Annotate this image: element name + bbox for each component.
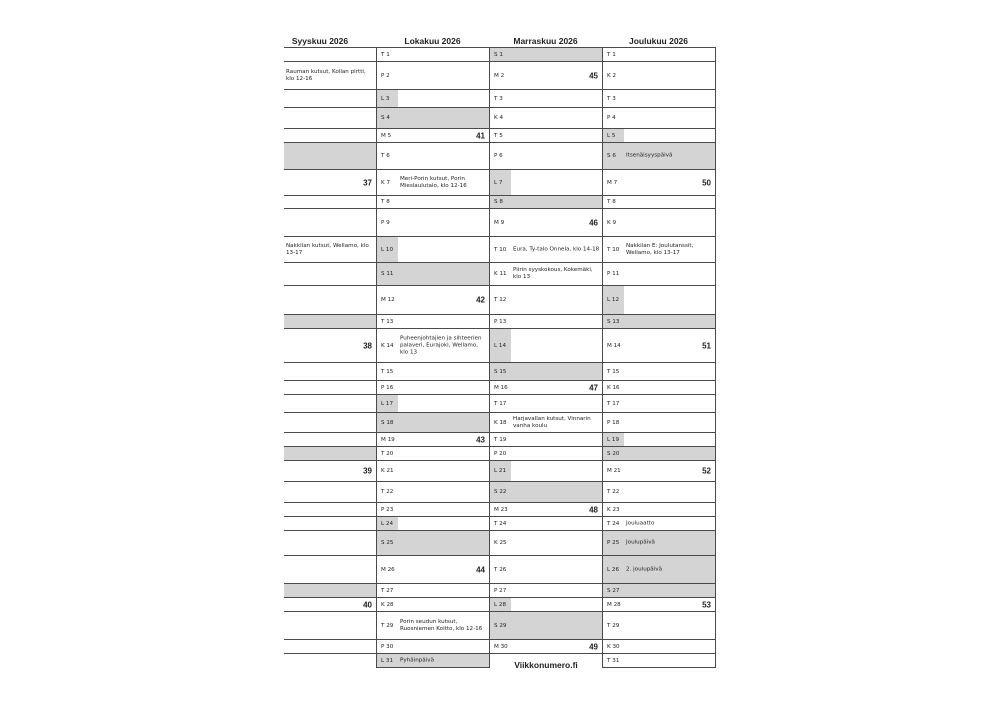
day-label: P 18: [607, 419, 620, 426]
day-label: P 9: [381, 219, 390, 226]
october-day-row: [376, 640, 490, 654]
day-label: T 22: [607, 489, 620, 495]
september-row: [284, 503, 376, 517]
september-row: [284, 286, 376, 315]
day-label: P 23: [381, 506, 394, 513]
day-label: P 11: [607, 271, 620, 277]
event-text: 2. joulupäivä: [626, 566, 663, 572]
week-number: 50: [702, 178, 711, 187]
day-label: L 24: [381, 520, 394, 527]
november-day-row: [489, 90, 603, 108]
september-row: [284, 482, 376, 503]
week-number: 46: [589, 218, 598, 227]
october-day-row: [376, 531, 490, 556]
november-day-row: [489, 584, 603, 598]
day-label: M 30: [494, 643, 508, 650]
event-text: Meri-Porin kutsut, Porin Mieslaulutalo, klo 12-16: [400, 175, 467, 189]
day-label: M 12: [381, 297, 395, 303]
december-day-row: [602, 584, 716, 598]
day-label: S 6: [607, 153, 616, 159]
september-row: [284, 363, 376, 381]
site-footer: Viikkonumero.fi: [514, 660, 578, 670]
day-label: K 18: [494, 419, 507, 426]
day-label: L 5: [607, 132, 616, 139]
header-october: Lokakuu 2026: [404, 36, 461, 46]
october-day-row: [376, 461, 490, 482]
day-label: S 1: [494, 51, 503, 58]
week-number: 43: [476, 435, 485, 444]
december-day-row: [602, 286, 716, 315]
day-label: T 17: [494, 400, 507, 407]
december-day-row: [602, 413, 716, 433]
december-day-row: [602, 612, 716, 640]
november-day-row: [489, 413, 603, 433]
september-row: [284, 108, 376, 129]
event-text: Eura, Ty-talo Onnela, klo 14-18: [513, 246, 600, 252]
event-text: Jouluaatto: [626, 520, 655, 526]
day-label: K 25: [494, 540, 507, 546]
day-label: K 2: [607, 72, 617, 79]
day-label: M 16: [494, 384, 508, 391]
october-day-row: [376, 381, 490, 395]
week-number: 44: [476, 565, 485, 574]
october-day-row: [376, 209, 490, 237]
november-day-row: [489, 108, 603, 129]
november-day-row: [489, 598, 603, 612]
day-label: T 8: [381, 199, 390, 205]
september-row: [284, 237, 376, 263]
day-label: M 23: [494, 506, 508, 513]
november-day-row: [489, 62, 603, 90]
november-day-row: [489, 482, 603, 503]
day-label: K 14: [381, 342, 394, 349]
header-november: Marraskuu 2026: [513, 36, 578, 46]
september-row: [284, 461, 376, 482]
november-day-row: [489, 531, 603, 556]
week-number: 52: [702, 466, 711, 476]
november-day-row: [489, 47, 603, 62]
event-text: Joulupäivä: [626, 539, 655, 546]
november-day-row: [489, 461, 603, 482]
day-label: L 21: [494, 468, 507, 474]
november-day-row: [489, 170, 603, 196]
october-day-row: [376, 413, 490, 433]
october-day-row: [376, 129, 490, 143]
october-day-row: [376, 654, 490, 668]
day-label: T 19: [494, 436, 507, 443]
december-day-row: [602, 433, 716, 447]
day-label: T 29: [381, 622, 394, 629]
day-label: M 26: [381, 566, 395, 573]
october-day-row: [376, 47, 490, 62]
day-label: S 11: [381, 271, 394, 277]
day-label: L 31: [381, 657, 394, 664]
day-label: T 24: [494, 520, 507, 527]
october-day-row: [376, 170, 490, 196]
day-label: M 5: [381, 132, 392, 139]
header-september: Syyskuu 2026: [291, 36, 349, 46]
september-row: [284, 90, 376, 108]
december-day-row: [602, 196, 716, 209]
december-day-row: [602, 263, 716, 286]
december-day-row: [602, 654, 716, 668]
day-label: K 11: [494, 271, 507, 277]
day-label: T 10: [607, 246, 620, 253]
december-day-row: [602, 598, 716, 612]
week-number: 42: [476, 295, 485, 305]
december-day-row: [602, 556, 716, 584]
day-label: P 13: [494, 318, 507, 325]
november-day-row: [489, 556, 603, 584]
day-label: T 24: [607, 520, 620, 527]
november-day-row: [489, 395, 603, 413]
day-label: T 17: [607, 400, 620, 407]
day-label: P 20: [494, 450, 507, 457]
december-day-row: [602, 47, 716, 62]
september-row: [284, 315, 376, 329]
september-row: [284, 556, 376, 584]
day-label: K 7: [381, 179, 391, 186]
day-label: M 7: [607, 179, 618, 186]
day-label: P 6: [494, 153, 503, 159]
september-row: [284, 263, 376, 286]
december-day-row: [602, 108, 716, 129]
november-day-row: [489, 363, 603, 381]
day-label: K 9: [607, 219, 617, 226]
day-label: M 9: [494, 219, 505, 226]
december-day-row: [602, 329, 716, 363]
november-day-row: [489, 381, 603, 395]
day-label: S 29: [494, 622, 507, 629]
october-day-row: [376, 503, 490, 517]
day-label: L 10: [381, 246, 394, 253]
day-label: L 28: [494, 601, 507, 608]
day-label: P 27: [494, 587, 507, 594]
day-label: P 4: [607, 115, 616, 121]
september-row: [284, 584, 376, 598]
day-label: P 30: [381, 643, 394, 650]
october-day-row: [376, 108, 490, 129]
day-label: K 28: [381, 601, 394, 608]
december-day-row: [602, 395, 716, 413]
october-day-row: [376, 395, 490, 413]
november-day-row: [489, 640, 603, 654]
week-number: 40: [363, 600, 372, 609]
december-day-row: [602, 62, 716, 90]
day-label: M 2: [494, 72, 505, 79]
day-label: T 3: [607, 95, 616, 102]
november-day-row: [489, 329, 603, 363]
december-day-row: [602, 531, 716, 556]
week-number: 48: [589, 505, 598, 514]
day-label: T 3: [494, 95, 503, 102]
week-number: 51: [702, 341, 711, 350]
october-day-row: [376, 329, 490, 363]
day-label: T 29: [607, 622, 620, 629]
day-label: L 12: [607, 297, 620, 303]
event-text: Itsenäisyyspäivä: [626, 152, 673, 159]
november-day-row: [489, 447, 603, 461]
september-column: [284, 47, 376, 654]
week-number: 39: [363, 466, 372, 476]
header-december: Joulukuu 2026: [628, 36, 689, 46]
october-column: [376, 47, 490, 668]
event-text: Nakkilan kutsut, Wellamo, klo 13-17: [286, 242, 369, 256]
september-row: [284, 209, 376, 237]
september-row: [284, 517, 376, 531]
november-day-row: [489, 517, 603, 531]
november-day-row: [489, 263, 603, 286]
september-row: [284, 170, 376, 196]
december-day-row: [602, 503, 716, 517]
day-label: S 25: [381, 540, 394, 546]
september-row: [284, 129, 376, 143]
day-label: K 23: [607, 506, 620, 513]
week-number: 47: [589, 383, 598, 392]
september-row: [284, 413, 376, 433]
event-text: Nakkilan E: Joulutanssit, Wellamo, klo 13-17: [626, 242, 694, 256]
week-number: 53: [702, 600, 711, 609]
october-day-row: [376, 482, 490, 503]
december-day-row: [602, 447, 716, 461]
day-label: T 1: [381, 51, 390, 58]
november-column: [489, 47, 603, 654]
october-day-row: [376, 584, 490, 598]
october-day-row: [376, 143, 490, 170]
october-day-row: [376, 598, 490, 612]
november-day-row: [489, 612, 603, 640]
week-number: 49: [589, 642, 598, 651]
day-label: L 19: [607, 436, 620, 443]
november-day-row: [489, 433, 603, 447]
day-label: S 22: [494, 489, 507, 495]
day-label: T 20: [381, 450, 394, 457]
day-label: T 12: [494, 297, 507, 303]
november-day-row: [489, 286, 603, 315]
september-row: [284, 47, 376, 62]
december-day-row: [602, 315, 716, 329]
october-day-row: [376, 315, 490, 329]
september-row: [284, 433, 376, 447]
december-day-row: [602, 209, 716, 237]
day-label: M 28: [607, 601, 621, 608]
december-day-row: [602, 381, 716, 395]
september-row: [284, 395, 376, 413]
day-label: K 21: [381, 468, 394, 474]
september-row: [284, 381, 376, 395]
day-label: S 27: [607, 587, 620, 594]
day-label: L 17: [381, 400, 394, 407]
day-label: L 14: [494, 342, 507, 349]
day-label: T 6: [381, 153, 390, 159]
day-label: S 4: [381, 115, 390, 121]
september-row: [284, 62, 376, 90]
december-day-row: [602, 461, 716, 482]
day-label: T 1: [607, 51, 616, 58]
october-day-row: [376, 612, 490, 640]
november-day-row: [489, 503, 603, 517]
event-text: Puheenjohtajien ja sihteerien palaveri, Eurajoki, Wellamo, klo 13: [400, 335, 482, 355]
day-label: K 16: [607, 384, 620, 391]
day-label: T 8: [607, 199, 616, 205]
day-label: T 13: [381, 318, 394, 325]
december-day-row: [602, 129, 716, 143]
day-label: T 15: [607, 368, 620, 375]
october-day-row: [376, 90, 490, 108]
event-text: Harjavallan kutsut, Vinnarin vanha koulu: [513, 415, 591, 429]
week-number: 45: [589, 71, 598, 80]
december-day-row: [602, 517, 716, 531]
week-number: 37: [363, 178, 372, 187]
day-label: T 10: [494, 246, 507, 253]
event-text: Pyhäinpäivä: [400, 657, 435, 663]
october-day-row: [376, 62, 490, 90]
december-day-row: [602, 143, 716, 170]
september-row: [284, 612, 376, 640]
december-column: [602, 47, 716, 668]
december-day-row: [602, 90, 716, 108]
november-day-row: [489, 209, 603, 237]
november-day-row: [489, 237, 603, 263]
day-label: L 3: [381, 95, 390, 102]
october-day-row: [376, 196, 490, 209]
september-row: [284, 143, 376, 170]
december-day-row: [602, 482, 716, 503]
day-label: T 15: [381, 368, 394, 375]
september-row: [284, 598, 376, 612]
week-number: 41: [476, 131, 485, 140]
day-label: T 26: [494, 566, 507, 573]
day-label: M 21: [607, 468, 621, 474]
day-label: P 25: [607, 540, 620, 546]
day-label: T 27: [381, 587, 394, 594]
september-row: [284, 447, 376, 461]
october-day-row: [376, 447, 490, 461]
day-label: L 7: [494, 179, 503, 186]
september-row: [284, 531, 376, 556]
november-day-row: [489, 315, 603, 329]
day-label: P 2: [381, 72, 390, 79]
day-label: P 16: [381, 384, 394, 391]
day-label: K 4: [494, 115, 504, 121]
day-label: S 8: [494, 199, 503, 205]
october-day-row: [376, 263, 490, 286]
october-day-row: [376, 433, 490, 447]
october-day-row: [376, 286, 490, 315]
october-day-row: [376, 237, 490, 263]
december-day-row: [602, 170, 716, 196]
week-number: 38: [363, 341, 372, 350]
november-day-row: [489, 196, 603, 209]
day-label: L 26: [607, 566, 620, 573]
december-day-row: [602, 363, 716, 381]
day-label: T 5: [494, 132, 503, 139]
december-day-row: [602, 640, 716, 654]
event-text: Porin seudun kutsut, Ruosniemen Koitto, klo 12-16: [400, 618, 483, 632]
november-day-row: [489, 143, 603, 170]
event-text: Rauman kutsut, Kollan pirtti, klo 12-16: [286, 68, 366, 82]
october-day-row: [376, 517, 490, 531]
september-row: [284, 196, 376, 209]
october-day-row: [376, 556, 490, 584]
day-label: S 20: [607, 450, 620, 457]
december-day-row: [602, 237, 716, 263]
september-row: [284, 329, 376, 363]
day-label: M 14: [607, 342, 621, 349]
day-label: K 30: [607, 643, 620, 650]
november-day-row: [489, 129, 603, 143]
day-label: T 22: [381, 489, 394, 495]
day-label: S 18: [381, 419, 394, 426]
event-text: Piirin syyskokous, Kokemäki, klo 13: [513, 267, 593, 280]
day-label: S 13: [607, 318, 620, 325]
day-label: S 15: [494, 368, 507, 375]
day-label: T 31: [607, 657, 620, 664]
day-label: M 19: [381, 436, 395, 443]
october-day-row: [376, 363, 490, 381]
september-row: [284, 640, 376, 654]
